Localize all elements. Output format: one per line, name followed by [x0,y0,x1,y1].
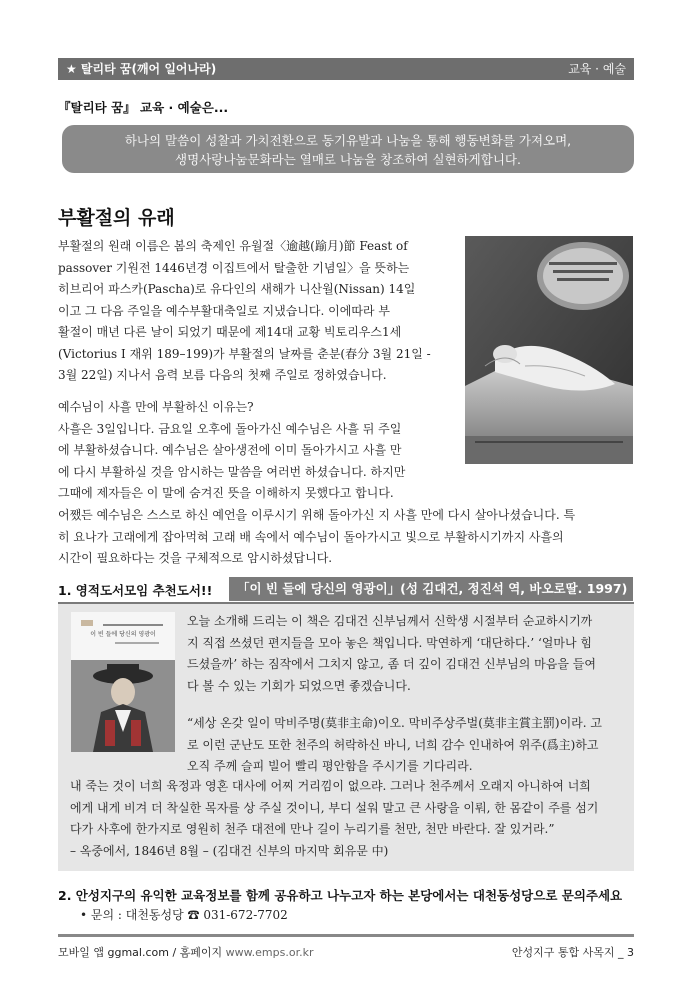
text-line: 오늘 소개해 드리는 이 책은 김대건 신부님께서 신학생 시절부터 순교하시기까 [187,614,593,628]
article-paragraph-reason-cont [58,505,634,570]
text-line: 시간이 필요하다는 것을 구체적으로 암시하셨답니다. [58,551,333,565]
book-quote-cont [70,776,632,862]
book-cover-image [71,612,175,752]
question-line: 예수님이 사흘 만에 부활하신 이유는? [58,400,254,414]
footer-divider [58,934,634,937]
book-cover-title: 이 빈 들에 당신의 영광이 [90,631,156,638]
text-line: 히 요나가 고래에게 잡아먹혀 고래 배 속에서 예수님이 돌아가시고 빛으로 부활하시기까지 사흘의 [58,529,564,544]
article-paragraph-reason [58,397,458,505]
intro-title: 『탈리타 꿈』 교육 · 예술은... [58,100,229,115]
text-line: 에 다시 부활하실 것을 암시하는 말씀을 여러번 하셨습니다. 하지만 [58,464,406,479]
text-line: 히브리어 파스카(Pascha)로 유다인의 새해가 니산월(Nissan) 14일 [58,282,416,296]
text-line: (Victorius I 재위 189–199)가 부활절의 날짜를 춘분(春分 3월 21일 - [58,346,431,361]
text-line: 그때에 제자들은 이 말에 숨겨진 뜻을 이해하지 못했다고 합니다. [58,486,394,500]
section-label: 교육 · 예술 [568,62,626,76]
text-line: 부활절의 원래 이름은 봄의 축제인 유월절〈逾越(踰月)節 Feast of [58,239,408,253]
footer-links [58,944,313,960]
footer-mobile-text: 모바일 앱 ggmal.com / 홈페이지 [58,946,226,959]
text-line: 로 이런 군난도 또한 천주의 허락하신 바니, 너희 감수 인내하여 위주(爲主)하고 [187,737,599,752]
mission-line: 생명사랑나눔문화라는 열매로 나눔을 창조하여 실현하게합니다. [175,152,521,167]
text-line: 다가 사후에 한가지로 영원히 천주 대전에 만나 길이 누리기를 천만, 천만 바란다. 잘 있거라.” [70,822,555,836]
homepage-link[interactable]: www.emps.or.kr [225,946,314,959]
contact-info: • 문의 : 대천동성당 ☎ 031-672-7702 [80,908,288,922]
text-line: 다 볼 수 있는 기회가 되었으면 좋겠습니다. [187,678,411,693]
quote-attribution: – 옥중에서, 1846년 8월 – (김대건 신부의 마지막 회유문 中) [70,843,389,858]
text-line: 내 죽는 것이 너희 육정과 영혼 대사에 어찌 거리낌이 없으랴. 그러나 천주께서 오래지 아니하여 너희 [70,779,591,793]
article-paragraph-origin [58,236,458,387]
mission-box [62,125,634,173]
book-quote [187,713,634,778]
section1-title: 1. 영적도서모임 추천도서!! [58,583,213,598]
section2-title: 2. 안성지구의 유익한 교육정보를 함께 공유하고 나누고자 하는 본당에서는 대천동성당으로 문의주세요 [58,888,623,903]
header-bar [58,58,634,80]
text-line: 어쨌든 예수님은 스스로 하신 예언을 이루시기 위해 돌아가신 지 사흘 만에 다시 살아나셨습니다. 특 [58,508,576,522]
tomb-sculpture-photo [465,236,633,464]
mission-line: 하나의 말씀이 성찰과 가치전환으로 동기유발과 나눔을 통해 행동변화를 가져오며, [124,133,572,148]
text-line: 이고 그 다음 주일을 예수부활대축일로 지냈습니다. 이에따라 부 [58,303,390,318]
text-line: 에게 내게 비겨 더 착실한 목자를 상 주실 것이니, 부디 설워 말고 큰 사랑을 이뤄, 한 몸같이 주를 섬기 [70,800,599,815]
recommended-book-title: 「이 빈 들에 당신의 영광이」(성 김대건, 정진석 역, 바오로딸. 1997) [229,577,633,601]
article-title: 부활절의 유래 [58,207,175,229]
series-title: ★ 탈리타 꿈(깨어 일어나라) [66,62,217,76]
text-line: 3월 22일) 지나서 음력 보름 다음의 첫째 주일로 정하였습니다. [58,368,387,382]
text-line: 지 직접 쓰셨던 편지들을 모아 놓은 책입니다. 막연하게 ‘대단하다.’ ‘얼마나 힘 [187,635,592,650]
text-line: 에 부활하셨습니다. 예수님은 살아생전에 이미 돌아가시고 사흘 만 [58,443,402,457]
page-number: 안성지구 통합 사목지 _ 3 [511,946,634,959]
text-line: 오직 주께 슬피 빌어 빨리 평안함을 주시기를 기다리라. [187,759,473,773]
text-line: passover 기원전 1446년경 이집트에서 탈출한 기념일〉을 뜻하는 [58,260,410,275]
text-line: “세상 온갖 일이 막비주명(莫非主命)이오. 막비주상주벌(莫非主賞主罰)이라. 고 [187,716,602,730]
text-line: 사흘은 3일입니다. 금요일 오후에 돌아가신 예수님은 사흘 뒤 주일 [58,421,402,436]
text-line: 드셨을까’ 하는 짐작에서 그치지 않고, 좀 더 깊이 김대건 신부님의 마음을 들여 [187,657,596,671]
text-line: 활절이 매년 다른 날이 되었기 때문에 제14대 교황 빅토리우스1세 [58,325,402,339]
book-intro [187,611,634,697]
